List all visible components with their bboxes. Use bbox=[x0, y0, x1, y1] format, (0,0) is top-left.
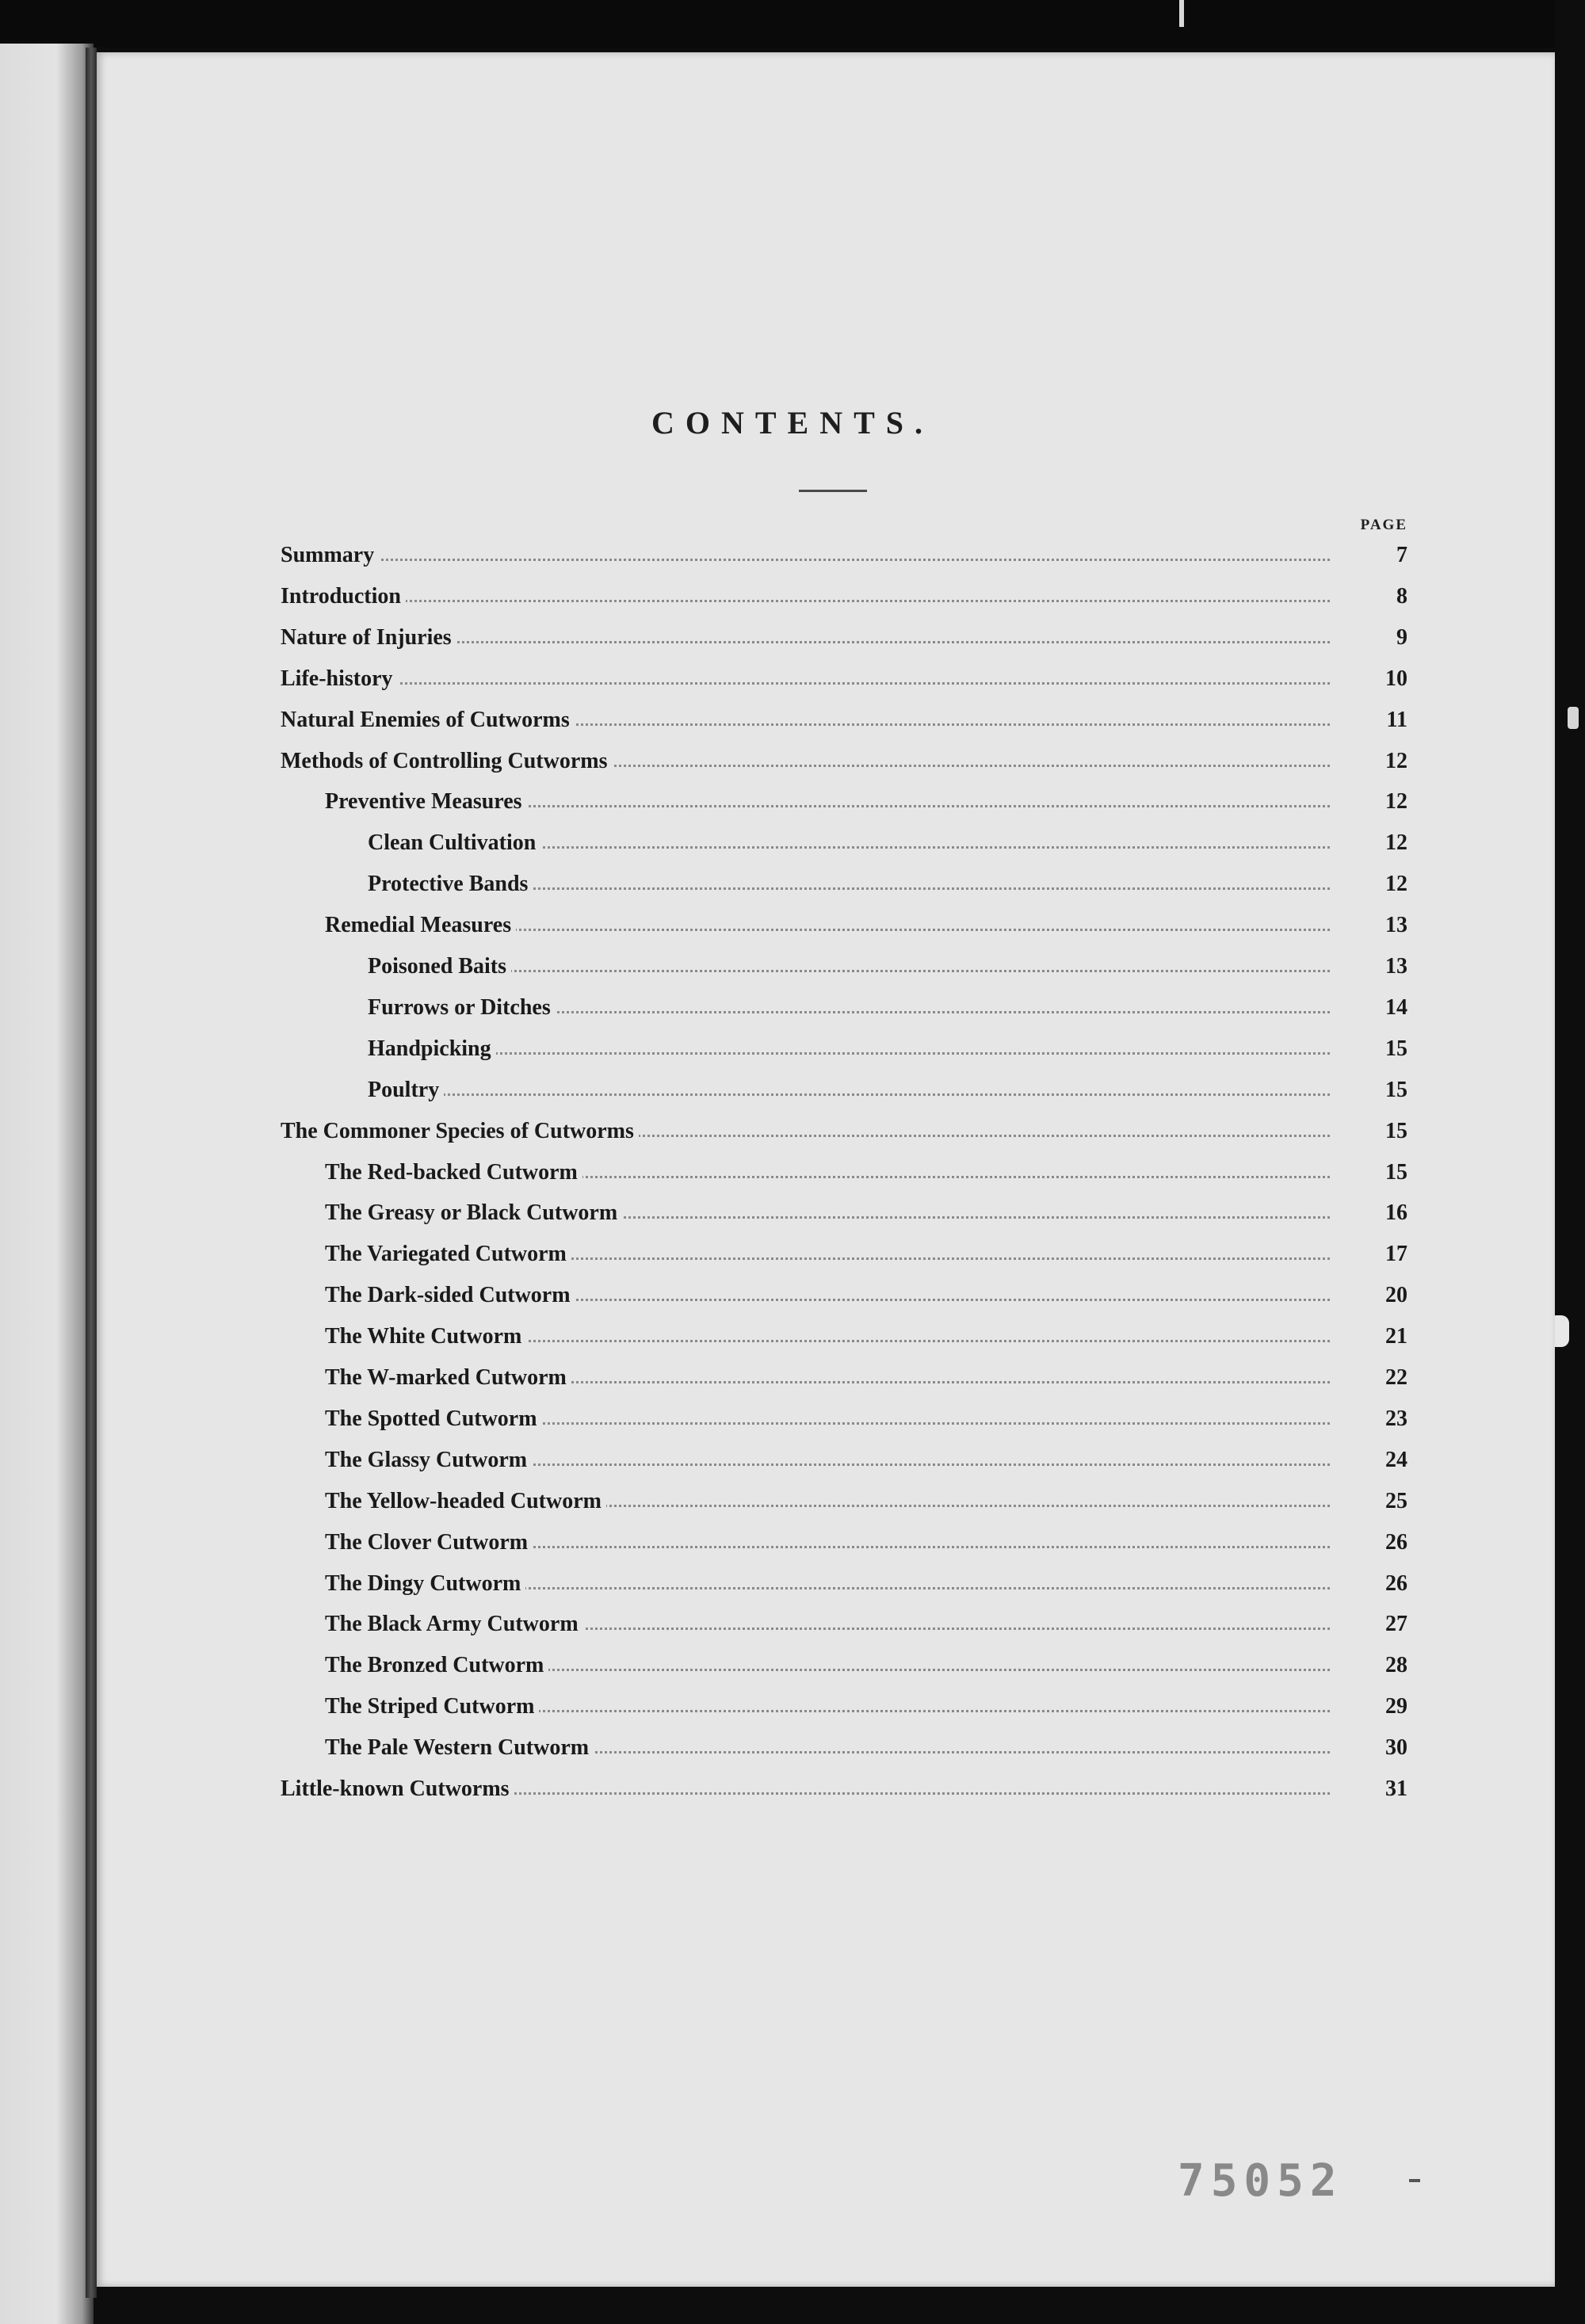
toc-entry bbox=[0, 584, 1585, 616]
toc-entry-page: 23 bbox=[1385, 1406, 1407, 1431]
toc-entry bbox=[0, 1406, 1585, 1438]
toc-entry-page: 10 bbox=[1385, 666, 1407, 691]
toc-entry bbox=[0, 1365, 1585, 1397]
toc-leader-dots bbox=[368, 1093, 1330, 1096]
toc-entry-page: 12 bbox=[1385, 789, 1407, 815]
toc-entry-page: 11 bbox=[1386, 707, 1407, 732]
toc-entry bbox=[0, 830, 1585, 862]
toc-entry-title: Nature of Injuries bbox=[281, 625, 456, 651]
toc-entry-title: The White Cutworm bbox=[325, 1324, 526, 1349]
toc-entry-title: The Pale Western Cutworm bbox=[325, 1735, 594, 1761]
toc-entry-page: 24 bbox=[1385, 1447, 1407, 1472]
toc-entry bbox=[0, 749, 1585, 780]
toc-entry-page: 7 bbox=[1396, 543, 1407, 567]
toc-entry-page: 8 bbox=[1396, 583, 1407, 609]
toc-entry bbox=[0, 1448, 1585, 1479]
toc-entry bbox=[0, 666, 1585, 698]
toc-entry-title: The W-marked Cutworm bbox=[325, 1365, 571, 1391]
toc-entry bbox=[0, 1530, 1585, 1562]
toc-entry-title: Natural Enemies of Cutworms bbox=[281, 708, 575, 733]
toc-entry-title: Methods of Controlling Cutworms bbox=[281, 749, 612, 774]
page-column-header: PAGE bbox=[1360, 517, 1407, 533]
toc-entry bbox=[0, 1242, 1585, 1273]
toc-entry-title: Poultry bbox=[368, 1078, 444, 1103]
toc-entry bbox=[0, 625, 1585, 657]
toc-entry-page: 27 bbox=[1385, 1612, 1407, 1637]
toc-entry bbox=[0, 1735, 1585, 1767]
toc-leader-dots bbox=[368, 970, 1330, 972]
toc-entry-page: 12 bbox=[1385, 748, 1407, 773]
toc-entry-title: The Yellow-headed Cutworm bbox=[325, 1489, 606, 1514]
toc-entry-page: 25 bbox=[1385, 1488, 1407, 1513]
toc-entry bbox=[0, 1324, 1585, 1356]
toc-entry bbox=[0, 543, 1585, 574]
toc-entry-title: The Spotted Cutworm bbox=[325, 1406, 542, 1432]
toc-entry bbox=[0, 954, 1585, 986]
toc-entry bbox=[0, 1694, 1585, 1726]
toc-entry-title: Life-history bbox=[281, 666, 398, 692]
toc-entry-title: Little-known Cutworms bbox=[281, 1776, 514, 1802]
toc-entry bbox=[0, 1078, 1585, 1109]
toc-leader-dots bbox=[281, 559, 1330, 561]
toc-entry-title: The Red-backed Cutworm bbox=[325, 1160, 582, 1185]
toc-entry-title: Remedial Measures bbox=[325, 913, 516, 938]
toc-entry-page: 14 bbox=[1385, 994, 1407, 1020]
toc-entry-title: The Glassy Cutworm bbox=[325, 1448, 532, 1473]
toc-entry-title: The Dark-sided Cutworm bbox=[325, 1283, 575, 1308]
toc-entry bbox=[0, 872, 1585, 903]
toc-entry-title: Introduction bbox=[281, 584, 406, 609]
toc-entry-page: 12 bbox=[1385, 872, 1407, 897]
toc-entry bbox=[0, 1200, 1585, 1232]
toc-entry-page: 15 bbox=[1385, 1077, 1407, 1102]
toc-entry bbox=[0, 1776, 1585, 1808]
page-title: CONTENTS. bbox=[651, 405, 934, 441]
toc-entry-title: Poisoned Baits bbox=[368, 954, 511, 979]
toc-entry-page: 9 bbox=[1396, 624, 1407, 650]
toc-entry-page: 15 bbox=[1385, 1036, 1407, 1061]
toc-entry-title: Furrows or Ditches bbox=[368, 995, 556, 1021]
toc-entry-title: The Black Army Cutworm bbox=[325, 1612, 583, 1637]
toc-entry-page: 20 bbox=[1385, 1283, 1407, 1308]
toc-entry-page: 13 bbox=[1385, 954, 1407, 979]
toc-entry bbox=[0, 1612, 1585, 1643]
toc-entry bbox=[0, 1036, 1585, 1068]
toc-entry-page: 26 bbox=[1385, 1529, 1407, 1555]
toc-entry-page: 29 bbox=[1385, 1694, 1407, 1719]
toc-entry-page: 31 bbox=[1385, 1776, 1407, 1801]
toc-entry-title: Preventive Measures bbox=[325, 789, 527, 815]
toc-entry-page: 12 bbox=[1385, 830, 1407, 856]
toc-entry bbox=[0, 1119, 1585, 1151]
toc-entry-page: 21 bbox=[1385, 1324, 1407, 1349]
toc-entry-title: The Bronzed Cutworm bbox=[325, 1653, 548, 1678]
toc-entry-title: Summary bbox=[281, 543, 379, 568]
toc-entry bbox=[0, 1489, 1585, 1521]
toc-entry-title: Clean Cultivation bbox=[368, 830, 540, 856]
toc-entry-title: Handpicking bbox=[368, 1036, 496, 1062]
toc-entry bbox=[0, 1283, 1585, 1315]
toc-entry-title: Protective Bands bbox=[368, 872, 533, 897]
toc-entry bbox=[0, 789, 1585, 821]
toc-entry-title: The Commoner Species of Cutworms bbox=[281, 1119, 639, 1144]
toc-entry-title: The Variegated Cutworm bbox=[325, 1242, 571, 1267]
toc-leader-dots bbox=[281, 600, 1330, 602]
toc-entry-title: The Striped Cutworm bbox=[325, 1694, 539, 1719]
toc-entry-page: 17 bbox=[1385, 1242, 1407, 1267]
toc-leader-dots bbox=[281, 682, 1330, 685]
library-stamp: 75052 bbox=[1178, 2155, 1343, 2207]
stamp-mark bbox=[1409, 2179, 1420, 2182]
toc-entry bbox=[0, 1160, 1585, 1192]
toc-entry bbox=[0, 913, 1585, 944]
toc-entry-page: 16 bbox=[1385, 1200, 1407, 1226]
toc-entry-page: 28 bbox=[1385, 1653, 1407, 1678]
toc-entry-page: 22 bbox=[1385, 1365, 1407, 1390]
toc-entry-title: The Clover Cutworm bbox=[325, 1530, 533, 1555]
toc-entry-page: 15 bbox=[1385, 1118, 1407, 1143]
toc-entry-page: 13 bbox=[1385, 913, 1407, 938]
toc-entry bbox=[0, 1653, 1585, 1685]
toc-entry-title: The Greasy or Black Cutworm bbox=[325, 1200, 622, 1226]
toc-leader-dots bbox=[368, 1052, 1330, 1055]
toc-entry-page: 15 bbox=[1385, 1159, 1407, 1185]
toc-entry bbox=[0, 995, 1585, 1027]
toc-entry bbox=[0, 1571, 1585, 1603]
toc-entry-page: 30 bbox=[1385, 1735, 1407, 1761]
toc-entry-page: 26 bbox=[1385, 1570, 1407, 1596]
toc-entry bbox=[0, 708, 1585, 739]
toc-entry-title: The Dingy Cutworm bbox=[325, 1571, 525, 1597]
